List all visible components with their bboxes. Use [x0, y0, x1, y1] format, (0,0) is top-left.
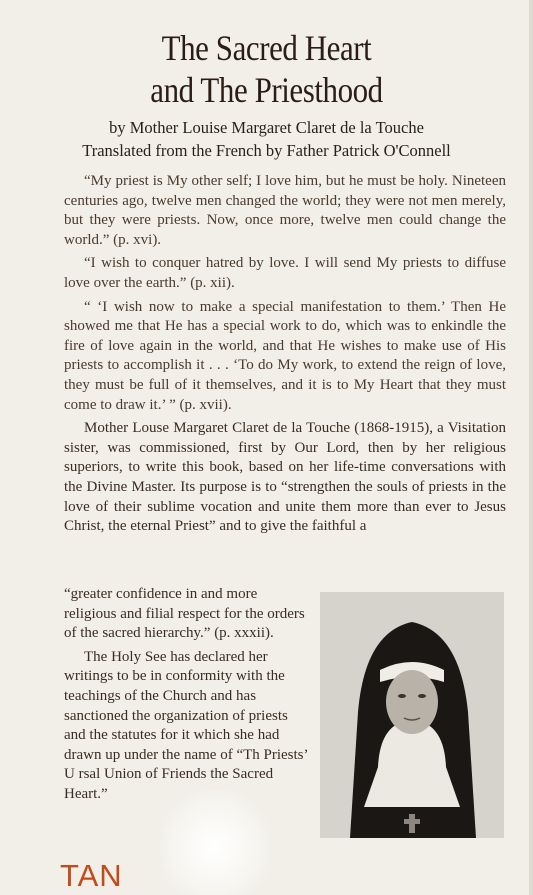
publisher-logo: TAN	[60, 858, 123, 893]
holy-see-paragraph: The Holy See has declared her writings to be in conformity with the teachings of the Church and has sanctioned the organization of priests and the statutes for it which she had drawn up under the name of “Th Priests’ U rsal Union of Friends the Sacred Heart.”	[64, 648, 308, 802]
quote-paragraph-3: “ ‘I wish now to make a special manifestation to them.’ Then He showed me that He has a special work to do, which was to enkindle the fire of love again in the world, and that He wishes to make use of His priests to accomplish it . . . ‘To do My work, to extend the reign of love, they must be full of it themselves, and it is to My Heart that they must come to draw it.’ ” (p. xvii).	[64, 298, 506, 413]
author-line: by Mother Louise Margaret Claret de la Touche	[109, 118, 424, 137]
book-title-line-1: The Sacred Heart	[161, 28, 372, 68]
description-column	[64, 585, 310, 809]
description-continued: “greater confidence in and more religious and filial respect for the orders of the sacred hierarchy.” (p. xxxii).	[64, 586, 305, 642]
description-body	[64, 172, 506, 541]
quote-paragraph-2: “I wish to conquer hatred by love. I will send My priests to diffuse love over the earth.” (p. xii).	[64, 255, 506, 291]
nun-portrait-image	[320, 592, 504, 838]
quote-paragraph-1: “My priest is My other self; I love him, but he must be holy. Nineteen centuries ago, twelve men changed the world; they were not men merely, but they were priests. Now, once more, twelve men could change the world.” (p. xvi).	[64, 173, 506, 248]
book-title-line-2: and The Priesthood	[150, 70, 383, 110]
description-paragraph: Mother Louse Margaret Claret de la Touche (1868-1915), a Visitation sister, was commissioned, first by Our Lord, then by her religious superiors, to write this book, based on her life-time conversations with the Divine Master. Its purpose is to “strengthen the souls of priests in the love of their sublime vocation and unite them more than ever to Jesus Christ, the eternal Priest” and to give the faithful a	[64, 420, 506, 535]
page-edge	[529, 0, 533, 895]
author-portrait-photo	[320, 592, 504, 838]
translator-line: Translated from the French by Father Patrick O'Connell	[82, 141, 451, 160]
torn-paper-patch	[160, 790, 270, 895]
